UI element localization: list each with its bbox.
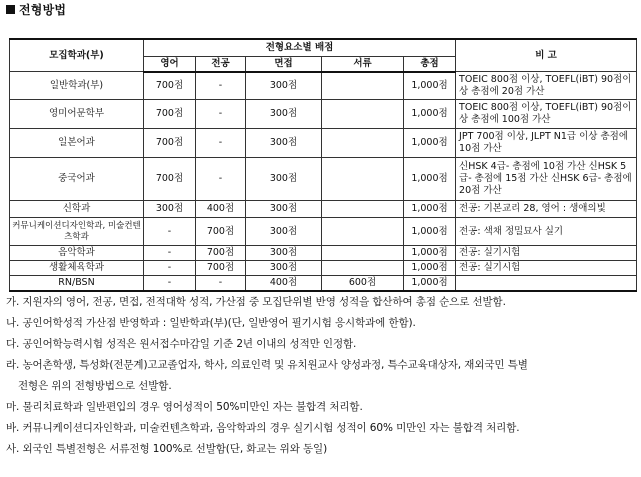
documents-score-cell: 600점 <box>322 276 404 292</box>
interview-score-cell: 300점 <box>246 218 322 246</box>
interview-score-cell: 400점 <box>246 276 322 292</box>
interview-score-cell: 300점 <box>246 100 322 129</box>
major-score-cell: 700점 <box>196 218 246 246</box>
total-score-cell: 1,000점 <box>404 201 456 218</box>
interview-score-cell: 300점 <box>246 261 322 276</box>
section-heading <box>6 1 66 18</box>
header-dept: 모집학과(부) <box>10 39 144 72</box>
header-major: 전공 <box>196 56 246 72</box>
documents-score-cell <box>322 129 404 158</box>
english-score-cell: 700점 <box>144 100 196 129</box>
documents-score-cell <box>322 218 404 246</box>
interview-score-cell: 300점 <box>246 129 322 158</box>
dept-cell: 중국어과 <box>10 158 144 201</box>
score-table <box>9 38 637 292</box>
english-score-cell: 700점 <box>144 158 196 201</box>
table-row <box>10 129 637 158</box>
remark-cell: 전공: 실기시험 <box>456 246 637 261</box>
table-row <box>10 201 637 218</box>
major-score-cell: 700점 <box>196 246 246 261</box>
documents-score-cell <box>322 201 404 218</box>
total-score-cell: 1,000점 <box>404 158 456 201</box>
documents-score-cell <box>322 100 404 129</box>
table-row <box>10 261 637 276</box>
english-score-cell: 700점 <box>144 72 196 100</box>
interview-score-cell: 300점 <box>246 72 322 100</box>
english-score-cell: - <box>144 246 196 261</box>
remark-cell: TOEIC 800점 이상, TOEFL(iBT) 90점이상 총점에 20점 가산 <box>456 72 637 100</box>
header-english: 영어 <box>144 56 196 72</box>
total-score-cell: 1,000점 <box>404 261 456 276</box>
dept-cell: 음악학과 <box>10 246 144 261</box>
dept-cell: 일본어과 <box>10 129 144 158</box>
remark-cell: 전공: 실기시험 <box>456 261 637 276</box>
total-score-cell: 1,000점 <box>404 100 456 129</box>
dept-cell: 영미어문학부 <box>10 100 144 129</box>
remark-cell <box>456 276 637 292</box>
documents-score-cell <box>322 261 404 276</box>
english-score-cell: - <box>144 261 196 276</box>
major-score-cell: 400점 <box>196 201 246 218</box>
header-remark: 비 고 <box>456 39 637 72</box>
english-score-cell: - <box>144 276 196 292</box>
header-interview: 면접 <box>246 56 322 72</box>
documents-score-cell <box>322 158 404 201</box>
documents-score-cell <box>322 72 404 100</box>
remark-cell: 전공: 기본교리 28, 영어 : 생애의빛 <box>456 201 637 218</box>
dept-cell: 신학과 <box>10 201 144 218</box>
table-row <box>10 246 637 261</box>
note-item: 나. 공인어학성적 가산점 반영학과 : 일반학과(부)(단, 일반영어 필기시험 응시학과에 한함). <box>6 317 416 329</box>
total-score-cell: 1,000점 <box>404 72 456 100</box>
remark-cell: TOEIC 800점 이상, TOEFL(iBT) 90점이상 총점에 100점 가산 <box>456 100 637 129</box>
notes-list <box>6 292 636 460</box>
note-item: 가. 지원자의 영어, 전공, 면접, 전적대학 성적, 가산점 중 모집단위별 반영 성적을 합산하여 총점 순으로 선발함. <box>6 296 506 308</box>
major-score-cell: - <box>196 129 246 158</box>
section-title: 전형방법 <box>19 3 67 17</box>
note-item: 마. 물리치료학과 일반편입의 경우 영어성적이 50%미만인 자는 불합격 처리함. <box>6 401 363 413</box>
note-item: 다. 공인어학능력시험 성적은 원서접수마감일 기준 2년 이내의 성적만 인정함. <box>6 338 357 350</box>
major-score-cell: 700점 <box>196 261 246 276</box>
remark-cell: 전공: 색채 정밀묘사 실기 <box>456 218 637 246</box>
documents-score-cell <box>322 246 404 261</box>
header-score-group: 전형요소별 배점 <box>144 39 456 56</box>
english-score-cell: 700점 <box>144 129 196 158</box>
total-score-cell: 1,000점 <box>404 246 456 261</box>
major-score-cell: - <box>196 158 246 201</box>
note-item: 사. 외국인 특별전형은 서류전형 100%로 선발함(단, 화교는 위와 동일) <box>6 443 328 455</box>
major-score-cell: - <box>196 100 246 129</box>
note-item-continuation: 전형은 위의 전형방법으로 선발함. <box>18 380 172 392</box>
interview-score-cell: 300점 <box>246 246 322 261</box>
header-documents: 서류 <box>322 56 404 72</box>
table-row <box>10 72 637 100</box>
dept-cell: 생활체육학과 <box>10 261 144 276</box>
dept-cell: 커뮤니케이션디자인학과, 미술컨텐츠학과 <box>10 218 144 246</box>
interview-score-cell: 300점 <box>246 158 322 201</box>
header-total: 총점 <box>404 56 456 72</box>
dept-cell: RN/BSN <box>10 276 144 292</box>
table-row <box>10 100 637 129</box>
dept-cell: 일반학과(부) <box>10 72 144 100</box>
note-item: 바. 커뮤니케이션디자인학과, 미술컨텐츠학과, 음악학과의 경우 실기시험 성적이 60% 미만인 자는 불합격 처리함. <box>6 422 520 434</box>
english-score-cell: 300점 <box>144 201 196 218</box>
major-score-cell: - <box>196 276 246 292</box>
total-score-cell: 1,000점 <box>404 218 456 246</box>
remark-cell: JPT 700점 이상, JLPT N1급 이상 총점에 10점 가산 <box>456 129 637 158</box>
square-bullet-icon <box>6 5 15 14</box>
total-score-cell: 1,000점 <box>404 276 456 292</box>
total-score-cell: 1,000점 <box>404 129 456 158</box>
table-row <box>10 218 637 246</box>
interview-score-cell: 300점 <box>246 201 322 218</box>
table-row <box>10 276 637 292</box>
remark-cell: 신HSK 4급- 총점에 10점 가산 신HSK 5급- 총점에 15점 가산 신HSK 6급- 총점에 20점 가산 <box>456 158 637 201</box>
english-score-cell: - <box>144 218 196 246</box>
note-item: 라. 농어촌학생, 특성화(전문계)고교졸업자, 학사, 의료인력 및 유치원교사 양성과정, 특수교육대상자, 재외국민 특별 <box>6 359 528 371</box>
major-score-cell: - <box>196 72 246 100</box>
table-row <box>10 158 637 201</box>
